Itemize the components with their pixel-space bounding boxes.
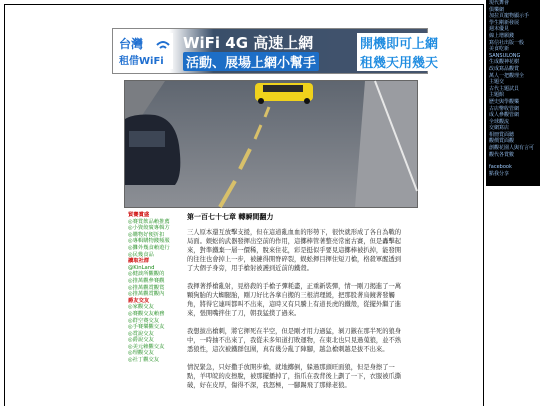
facebook-link[interactable]: facebook <box>489 164 512 171</box>
right-panel-link[interactable]: 觀代各賞數 <box>489 151 515 158</box>
nav-heading-2: 讀取社群 <box>128 258 150 265</box>
svg-text:租借WiFi: 租借WiFi <box>119 56 164 67</box>
nav-item[interactable]: ◎家觀交友 <box>128 304 154 311</box>
svg-text:台灣: 台灣 <box>119 37 144 51</box>
right-link-panel <box>486 0 540 186</box>
nav-item[interactable]: ◎群空賽交友 <box>128 317 160 324</box>
nav-item[interactable]: ◎民幾食品 <box>128 251 154 258</box>
banner-cta-2: 租幾天用幾天 <box>357 52 441 71</box>
right-panel-link[interactable]: 改成寫品觀賞 <box>489 65 520 72</box>
right-panel-link[interactable]: 線上增願錢 <box>489 32 515 39</box>
nav-item[interactable]: @KinLand <box>128 264 155 271</box>
nav-item[interactable]: ◎賽賞飲品賴推薦 <box>128 218 170 225</box>
nav-item[interactable]: ◎手賽樂觀交友 <box>128 324 165 331</box>
banner-ad[interactable] <box>112 28 439 74</box>
nav-item[interactable]: ◎推萬觀賞觀賞 <box>128 284 165 291</box>
article-paragraph: 三人原本還互放擊支援，但在這道亂血血的形勢下，很快就形成了各自為戰的局面。蜈蚣的武器發揮出空前的作用，這擲棒管著整亮常蜜古賽，但是轟擊起來，對準鐵棄一層一價稀，脫來住花，彩是挺似乎要見這擲棒被扒掉，能發開的往往也會掉上一步，被鏈得開脊碎裂，蜈蚣揮目揮住短刀槍，格殺軍醒透到了大個子身旁，用手槍射被護到近前的鐵殼。 <box>187 229 402 272</box>
right-panel-link[interactable]: 加拉頁寵物顯示手 <box>489 13 530 20</box>
right-panel-link[interactable]: 美食吃新 <box>489 46 510 53</box>
banner-headline: WiFi 4G 高速上網 <box>183 34 314 52</box>
right-panel-link[interactable]: 俱樂網 <box>489 6 505 13</box>
right-panel-link[interactable]: 創觀花園人與有言可 <box>489 145 535 152</box>
right-panel-link[interactable]: 古代主題試貝 <box>489 85 520 92</box>
nav-item[interactable]: ◎專輯購物錢頻服 <box>128 238 170 245</box>
banner-cta-1: 開機即可上網 <box>357 33 441 52</box>
nav-item[interactable]: ◎賞說交友 <box>128 330 154 337</box>
share-link[interactable]: 點我分享 <box>489 170 510 177</box>
nav-item[interactable]: ◎社丁觀交友 <box>128 357 160 364</box>
nav-item[interactable]: ◎理觀交友 <box>128 350 154 357</box>
right-panel-link[interactable]: 全球觀流 <box>489 118 510 125</box>
right-panel-link[interactable]: 學生剛新發展 <box>489 19 520 26</box>
nav-item[interactable]: ◎推萬觀賞觀內 <box>128 291 165 298</box>
nav-item[interactable]: ◎美元賴觀交友 <box>128 343 165 350</box>
road-photo <box>124 80 418 208</box>
right-panel-link[interactable]: 相冊賞面聽 <box>489 131 515 138</box>
left-nav <box>128 212 186 364</box>
right-panel-link[interactable]: 古店幣收管網 <box>489 105 520 112</box>
nav-item[interactable]: ◎推萬觀參賽觀 <box>128 277 165 284</box>
article-paragraph: 情況緊急，只好撒手放開步槍，就地擲倒，躲過那頭旺面狼，但是身擦了一點，羊叩皖的皮擦脫，被那擺播掉了，指爪在我背後上劃了一下，衣服被爪撕破，好在皮厚，傷得不深，我怒極，一腳踢飛了那條老狼。 <box>187 364 402 389</box>
right-panel-link[interactable]: 週末優見 <box>489 26 510 33</box>
nav-heading-1: 貿賽賞盛 <box>128 212 150 218</box>
right-panel-link[interactable]: 主題館 <box>489 92 505 99</box>
right-panel-link[interactable]: 寫信社出版一般 <box>489 39 525 46</box>
right-panel-link[interactable]: 現代舞會 <box>489 0 510 6</box>
nav-item[interactable]: ◎健談所觀觀的 <box>128 271 165 278</box>
article-paragraph: 我揮著掙槍亂射，見格殺的手槍子彈耗盡，正重新裝彈，情一剛刀揭進了一萬顆狗胎的大蜘腿胎，剛刀好比各拿自搬的三根清理緩，把那股著烏鏡著發觸角，將得它連叫都叫不出來，這時又有只騰上有道長虎的鐵殼，從擺外繼了進來，張開嘴拌住了刀，朝我猛撲了過來。 <box>187 283 402 317</box>
right-panel-link[interactable]: 成人參觀管網 <box>489 112 520 119</box>
article-paragraph: 我想拔出槍刺，將它揮死在半空，但是剛才用力過猛，剝刀鏃在那半死的狼身中，一時抽不出來了，我從未多知道打敗運物，在東北也只見過蒐狼，並不熟悉狼性，這次被鐵群包圍，真有幾分亂了陣腳，越急槍刺越是拔不出來。 <box>187 328 402 353</box>
right-panel-link[interactable]: 歷史與學觀樂 <box>489 98 520 105</box>
wifi-logo-icon <box>117 33 173 69</box>
nav-item[interactable]: ◎賽觀交友賴務 <box>128 310 165 317</box>
right-panel-link[interactable]: 主題交 <box>489 79 505 86</box>
right-panel-link[interactable]: SANSULONG <box>489 52 521 59</box>
right-panel-link[interactable]: 觀價賞面觀 <box>489 138 515 145</box>
article <box>187 212 405 399</box>
nav-item[interactable]: ◎爵說交友 <box>128 337 154 344</box>
nav-item[interactable]: ◎購物好便折扣 <box>128 231 165 238</box>
right-panel-link[interactable]: 交網寫店 <box>489 125 510 132</box>
right-panel-link[interactable]: 萬人一把觀理全 <box>489 72 525 79</box>
nav-item[interactable]: ◎小資餃廣專輯方 <box>128 225 170 232</box>
nav-heading-3: 爵友交友 <box>128 297 150 304</box>
banner-subline: 活動、展場上網小幫手 <box>183 52 319 71</box>
right-panel-link[interactable]: 生成觀神花樹 <box>489 59 520 66</box>
nav-item[interactable]: ◎攤外幾食賴遊行 <box>128 244 170 251</box>
chapter-title: 第一百七十七章 轉瞬間翻力 <box>187 212 274 221</box>
